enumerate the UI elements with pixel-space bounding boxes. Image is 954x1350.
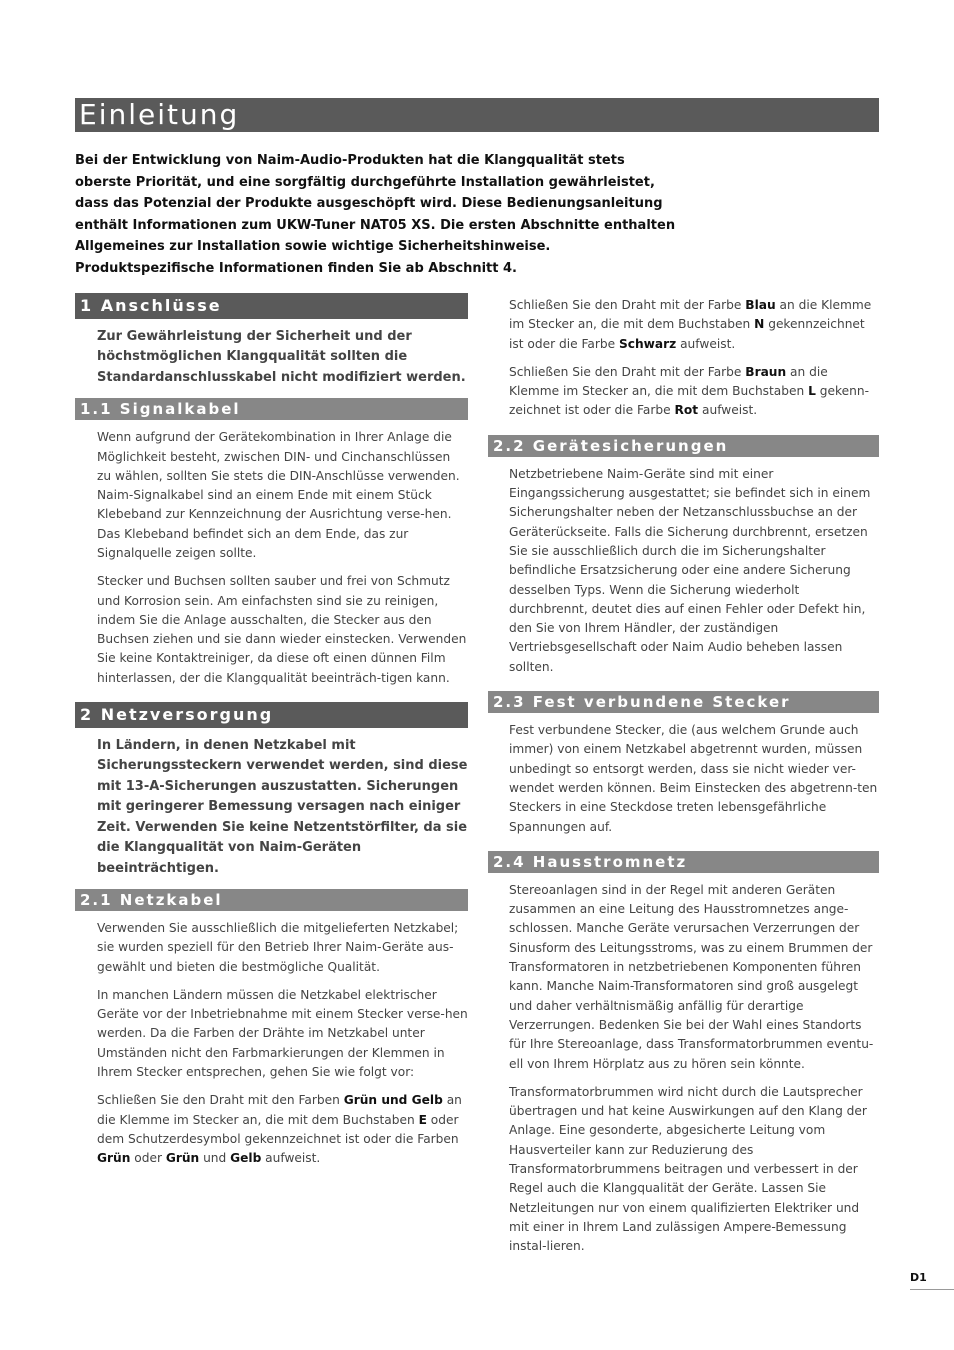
text: Schließen Sie den Draht mit den Farben (97, 1093, 344, 1108)
text: Schließen Sie den Draht mit der Farbe (509, 364, 746, 379)
page-title: Einleitung (75, 98, 879, 132)
section-heading-1: 1 Anschlüsse (75, 293, 468, 319)
color-term: Grün (165, 1151, 200, 1166)
text: aufweist. (676, 336, 736, 351)
color-term: Gelb (230, 1151, 262, 1166)
paragraph: Verwenden Sie ausschließlich die mitgelieferten Netzkabel; sie wurden speziell für den Betrieb Ihrer Naim-Geräte aus-gewählt und bieten die bestmögliche Qualität. (97, 920, 459, 974)
section-heading-2: 2 Netzversorgung (75, 702, 468, 728)
color-term: Braun (745, 364, 787, 379)
text: an die Klemme im Stecker an, die mit dem Buchstaben (509, 298, 872, 332)
text: und (199, 1151, 231, 1166)
terminal-letter: E (418, 1112, 427, 1127)
section-heading-2-4: 2.4 Hausstromnetz (488, 851, 879, 873)
paragraph: In manchen Ländern müssen die Netzkabel elektrischer Geräte vor der Inbetriebnahme mit einem Stecker verse-hen werden. Da die Farben der Drähte im Netzkabel unter Umständen nicht den Farbmarkierungen der Klemmen in Ihrem Stecker entsprechen, gehen Sie wie folgt vor: (97, 987, 468, 1079)
intro-paragraph: Bei der Entwicklung von Naim-Audio-Produkten hat die Klangqualität stets oberste Priorität, und eine sorgfältig durchgeführte Installation gewährleistet, dass das Potenzial der Produkte ausgeschöpft wird. Diese Bedienungsanleitung enthält Informationen zum UKW-Tuner NAT05 XS. Die ersten Abschnitte enthalten Allgemeines zur Installation sowie wichtige Sicherheitshinweise. Produktspezifische Informationen finden Sie ab Abschnitt 4. (75, 153, 676, 276)
text: an die Klemme im Stecker an, die mit dem Buchstaben (97, 1093, 462, 1127)
section-heading-2-3: 2.3 Fest verbundene Stecker (488, 691, 879, 713)
text: gekenn-zeichnet ist oder die Farbe (509, 384, 869, 418)
section-heading-2-2: 2.2 Gerätesicherungen (488, 435, 879, 457)
paragraph: Stecker und Buchsen sollten sauber und frei von Schmutz und Korrosion sein. Am einfachsten sind sie zu reinigen, indem Sie die Anlage ausschalten, die Stecker aus den Buchsen ziehen und sie dann wieder einstecken. Verwenden Sie keine Kontaktreiniger, da diese oft einen dünnen Film hinterlassen, der die Klangqualität beeinträch-tigen kann. (97, 574, 467, 685)
terminal-letter: L (808, 384, 816, 399)
paragraph-neutral-wire (509, 296, 879, 354)
section-1-lead: Zur Gewährleistung der Sicherheit und der höchstmöglichen Klangqualität sollten die Standardanschlusskabel nicht modifiziert werden. (97, 329, 466, 385)
terminal-letter: N (754, 317, 765, 332)
section-heading-1-1: 1.1 Signalkabel (75, 398, 468, 420)
text: aufweist. (698, 403, 758, 418)
text: oder dem Schutzerdesymbol gekennzeichnet ist oder die Farben (97, 1112, 459, 1146)
left-column (75, 293, 468, 1177)
right-column (488, 296, 879, 1265)
paragraph: Transformatorbrummen wird nicht durch die Lautsprecher übertragen und hat keine Auswirkungen auf den Klang der Anlage. Eine gesonderte, abgesicherte Leitung vom Hausverteiler kann zur Reduzierung des Transformatorbrummens beitragen und verbessert in der Regel auch die Klangqualität der Geräte. Lassen Sie Netzleitungen nur von einem qualifizierten Elektriker und mit einer in Ihrem Land zulässigen Ampere-Bemessung instal-lieren. (509, 1084, 867, 1254)
section-heading-2-1: 2.1 Netzkabel (75, 889, 468, 911)
color-term: Schwarz (618, 336, 677, 351)
paragraph: Fest verbundene Stecker, die (aus welchem Grunde auch immer) von einem Netzkabel abgetrennt wurden, müssen unbedingt so entsorgt werden, dass sie nicht wieder ver-wendet werden können. Beim Einstecken des abgetrenn-ten Steckers in eine Steckdose treten lebensgefährliche Spannungen auf. (509, 723, 878, 834)
text: an die Klemme im Stecker an, die mit dem Buchstaben (509, 364, 828, 399)
text: oder (130, 1151, 166, 1166)
paragraph-live-wire (509, 363, 879, 421)
page-number: D1 (910, 1271, 954, 1290)
paragraph: Netzbetriebene Naim-Geräte sind mit einer Eingangssicherung ausgestattet; sie befindet sich in einem Sicherungshalter neben der Netzanschlussbuchse an der Geräterückseite. Falls die Sicherung durchbrennt, ersetzen Sie sie ausschließlich durch die im Sicherungshalter befindliche Ersatzsicherung oder eine andere Sicherung desselben Typs. Wenn die Sicherung wiederholt durchbrennt, deutet dies auf einen Fehler oder Defekt hin, den Sie von Ihrem Händler, der zuständigen Vertriebsgesellschaft oder Naim Audio beheben lassen sollten. (509, 466, 871, 674)
text: gekennzeichnet ist oder die Farbe (509, 317, 865, 351)
text: aufweist. (261, 1151, 321, 1166)
paragraph-earth-wire (97, 1091, 468, 1168)
color-term: Grün und Gelb (343, 1093, 443, 1108)
color-term: Blau (745, 298, 776, 312)
color-term: Rot (674, 403, 699, 418)
text: Schließen Sie den Draht mit der Farbe (509, 298, 746, 312)
section-2-lead: In Ländern, in denen Netzkabel mit Sicherungssteckern verwendet werden, sind diese mit 13-A-Sicherungen auszustatten. Sicherungen mit geringerer Bemessung versagen nach einiger Zeit. Verwenden Sie keine Netzentstörfilter, da sie die Klangqualität von Naim-Geräten beeinträchtigen. (97, 738, 468, 876)
color-term: Grün (97, 1151, 131, 1166)
paragraph: Stereoanlagen sind in der Regel mit anderen Geräten zusammen an eine Leitung des Hausstromnetzes ange-schlossen. Manche Geräte verursachen Verzerrungen der Sinusform des Leitungsstroms, was zu einem Brummen der Transformatoren in netzbetriebenen Komponenten führen kann. Manche Naim-Transformatoren sind groß ausgelegt und daher verhältnismäßig anfällig für derartige Verzerrungen. Bedenken Sie bei der Wahl eines Standorts für Ihre Stereoanlage, dass Transformatorbrummen eventu-ell von Ihrem Hörplatz aus zu hören sein könnte. (509, 882, 874, 1071)
paragraph: Wenn aufgrund der Gerätekombination in Ihrer Anlage die Möglichkeit besteht, zwischen DIN- und Cinchanschlüssen zu wählen, sollten Sie stets die DIN-Anschlüsse verwenden. Naim-Signalkabel sind an einem Ende mit einem Stück Klebeband zur Kennzeichnung der Ausrichtung verse-hen. Das Klebeband befindet sich an dem Ende, das zur Signalquelle zeigen sollte. (97, 430, 460, 560)
